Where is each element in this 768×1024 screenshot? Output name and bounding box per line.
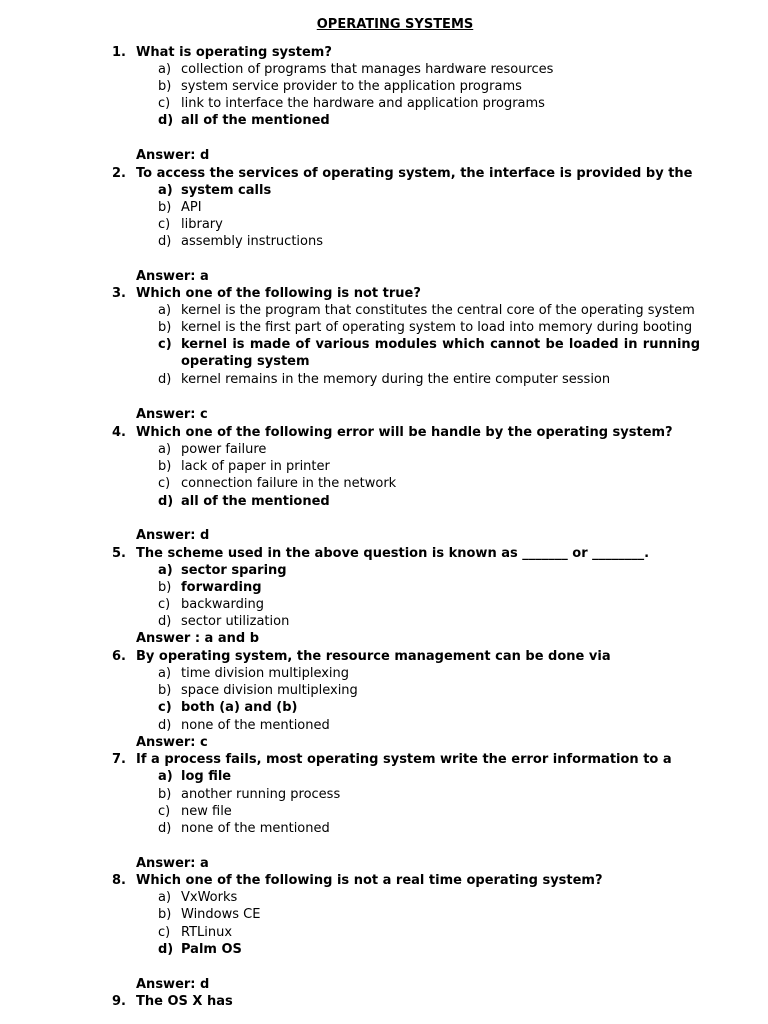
- question-number: 8.: [112, 873, 126, 888]
- option-letter: c): [158, 700, 172, 715]
- question-text: The scheme used in the above question is known as _______ or ________.: [136, 546, 650, 561]
- option-letter: b): [158, 683, 172, 698]
- option-letter: c): [158, 597, 171, 612]
- option-text: backwarding: [181, 597, 264, 612]
- question-number: 5.: [112, 546, 126, 561]
- question-text: By operating system, the resource management can be done via: [136, 649, 611, 664]
- option-text: none of the mentioned: [181, 718, 330, 733]
- option-text: Windows CE: [181, 907, 261, 922]
- option-text: both (a) and (b): [181, 700, 298, 715]
- option-text: another running process: [181, 787, 341, 802]
- option-letter: c): [158, 804, 171, 819]
- question-text: Which one of the following error will be handle by the operating system?: [136, 425, 673, 440]
- answer: Answer: c: [136, 735, 208, 750]
- option-letter: c): [158, 217, 171, 232]
- question-text: Which one of the following is not a real time operating system?: [136, 873, 603, 888]
- option-text: time division multiplexing: [181, 666, 350, 681]
- question-text: Which one of the following is not true?: [136, 286, 421, 301]
- option-text: all of the mentioned: [181, 494, 330, 509]
- question-number: 2.: [112, 166, 126, 181]
- question-number: 3.: [112, 286, 126, 301]
- option-text: RTLinux: [181, 925, 233, 940]
- option-text: space division multiplexing: [181, 683, 358, 698]
- option-letter: a): [158, 563, 173, 578]
- option-text: forwarding: [181, 580, 262, 595]
- option-letter: d): [158, 234, 172, 249]
- option-letter: d): [158, 372, 172, 387]
- option-letter: b): [158, 787, 172, 802]
- option-text: log file: [181, 769, 232, 784]
- option-text: lack of paper in printer: [181, 459, 330, 474]
- option-text: connection failure in the network: [181, 476, 397, 491]
- option-letter: a): [158, 303, 172, 318]
- option-letter: b): [158, 459, 172, 474]
- option-text: kernel is the program that constitutes the central core of the operating system: [181, 303, 695, 318]
- option-letter: d): [158, 718, 172, 733]
- option-letter: c): [158, 337, 172, 352]
- option-text: none of the mentioned: [181, 821, 330, 836]
- question-number: 1.: [112, 45, 126, 60]
- option-letter: b): [158, 580, 172, 595]
- option-text: kernel is made of various modules which cannot be loaded in running operating system: [181, 337, 700, 369]
- question-text: What is operating system?: [136, 45, 332, 60]
- option-letter: b): [158, 200, 172, 215]
- option-text: Palm OS: [181, 942, 242, 957]
- option-letter: d): [158, 614, 172, 629]
- page-title: OPERATING SYSTEMS: [316, 17, 474, 32]
- option-letter: b): [158, 79, 172, 94]
- option-text: sector utilization: [181, 614, 290, 629]
- option-letter: d): [158, 113, 174, 128]
- option-letter: a): [158, 183, 173, 198]
- option-text: VxWorks: [181, 890, 238, 905]
- option-letter: d): [158, 494, 174, 509]
- question-number: 7.: [112, 752, 126, 767]
- question-text: To access the services of operating system, the interface is provided by the: [136, 166, 693, 181]
- option-letter: b): [158, 907, 172, 922]
- answer: Answer: c: [136, 407, 208, 422]
- option-text: system calls: [181, 183, 272, 198]
- option-letter: d): [158, 821, 172, 836]
- answer: Answer: a: [136, 269, 209, 284]
- option-text: collection of programs that manages hardware resources: [181, 62, 554, 77]
- option-text: library: [181, 217, 223, 232]
- option-letter: a): [158, 890, 172, 905]
- option-letter: b): [158, 320, 172, 335]
- option-letter: c): [158, 476, 171, 491]
- option-text: power failure: [181, 442, 267, 457]
- option-letter: a): [158, 442, 172, 457]
- option-letter: a): [158, 769, 173, 784]
- question-number: 4.: [112, 425, 126, 440]
- option-text: API: [181, 200, 202, 215]
- option-text: sector sparing: [181, 563, 287, 578]
- question-number: 6.: [112, 649, 126, 664]
- answer: Answer: d: [136, 148, 210, 163]
- answer: Answer : a and b: [136, 631, 260, 646]
- answer: Answer: a: [136, 856, 209, 871]
- option-letter: d): [158, 942, 174, 957]
- option-text: new file: [181, 804, 232, 819]
- answer: Answer: d: [136, 528, 210, 543]
- option-text: all of the mentioned: [181, 113, 330, 128]
- question-number: 9.: [112, 994, 126, 1009]
- question-text: The OS X has: [136, 994, 233, 1009]
- option-text: link to interface the hardware and application programs: [181, 96, 545, 111]
- option-text: system service provider to the application programs: [181, 79, 522, 94]
- answer: Answer: d: [136, 977, 210, 992]
- option-letter: a): [158, 666, 172, 681]
- option-text: assembly instructions: [181, 234, 323, 249]
- option-text: kernel remains in the memory during the entire computer session: [181, 372, 611, 387]
- option-letter: c): [158, 925, 171, 940]
- option-text: kernel is the first part of operating system to load into memory during booting: [181, 320, 693, 335]
- question-text: If a process fails, most operating system write the error information to a: [136, 752, 672, 767]
- option-letter: a): [158, 62, 172, 77]
- option-letter: c): [158, 96, 171, 111]
